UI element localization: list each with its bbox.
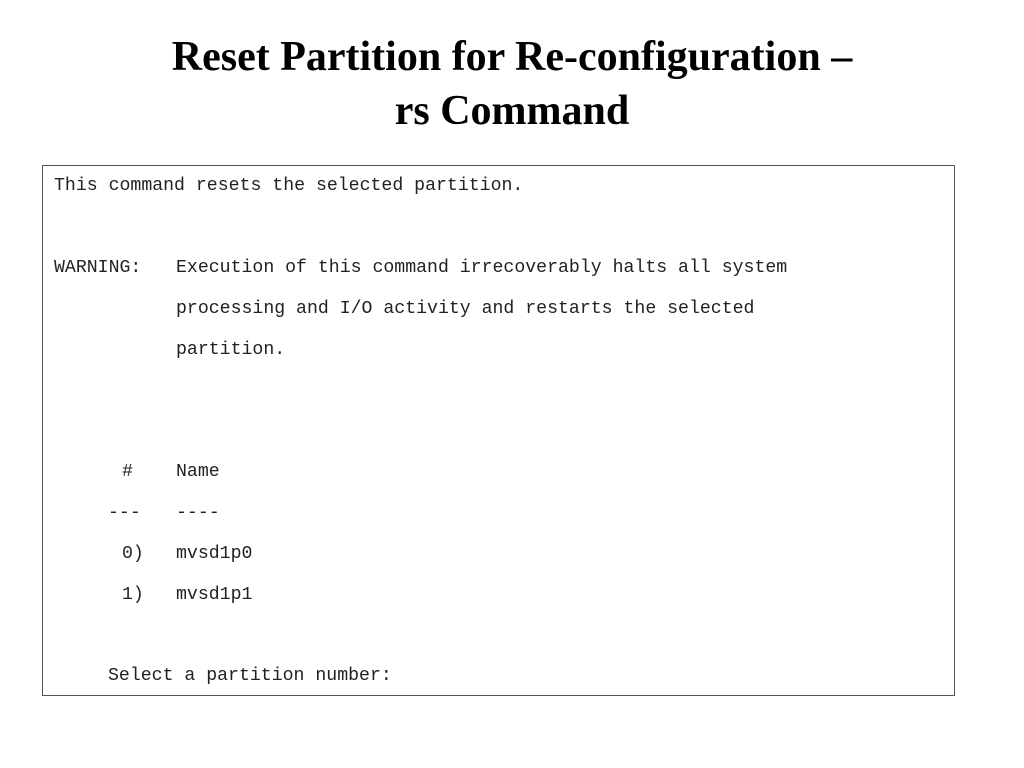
title-line-2: rs Command [394, 88, 630, 134]
title-line-1: Reset Partition for Re-configuration – [171, 34, 853, 80]
warning-line-1: Execution of this command irrecoverably halts all system [176, 258, 788, 278]
warning-label: WARNING: [54, 258, 142, 278]
terminal-window [42, 165, 955, 696]
intro-text: This command resets the selected partition. [54, 176, 524, 196]
partition-row-1-name: mvsd1p1 [176, 585, 253, 605]
separator-number: --- [108, 503, 141, 523]
separator-name: ---- [176, 503, 220, 523]
warning-line-3: partition. [176, 340, 286, 360]
partition-prompt[interactable]: Select a partition number: [108, 666, 392, 686]
column-header-name: Name [176, 462, 220, 482]
partition-row-0-name: mvsd1p0 [176, 544, 253, 564]
partition-row-0-number: 0) [122, 544, 144, 564]
page-title [0, 30, 1024, 138]
partition-row-1-number: 1) [122, 585, 144, 605]
column-header-number: # [122, 462, 133, 482]
warning-line-2: processing and I/O activity and restarts the selected [176, 299, 755, 319]
